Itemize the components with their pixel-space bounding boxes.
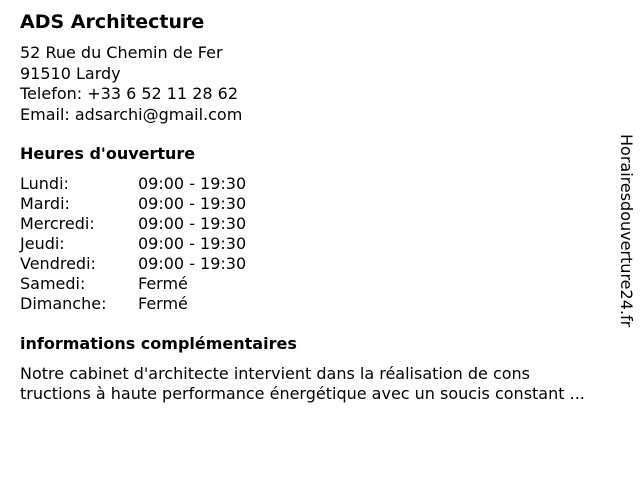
- hours-day-label: Vendredi:: [20, 254, 96, 273]
- hours-day-label: Mardi:: [20, 194, 70, 213]
- business-phone: Telefon: +33 6 52 11 28 62: [20, 84, 239, 103]
- business-name: ADS Architecture: [20, 11, 205, 33]
- opening-hours-heading: Heures d'ouverture: [20, 144, 196, 163]
- hours-time-value: 09:00 - 19:30: [138, 254, 247, 273]
- hours-time-value: 09:00 - 19:30: [138, 174, 247, 193]
- additional-info-heading: informations complémentaires: [20, 334, 297, 353]
- business-description: [20, 364, 632, 404]
- description-line: Notre cabinet d'architecte intervient dans la réalisation de cons: [20, 364, 531, 383]
- hours-time-value: 09:00 - 19:30: [138, 234, 247, 253]
- site-brand-watermark: Horairesdouverture24.fr: [617, 134, 636, 328]
- hours-day-label: Dimanche:: [20, 294, 107, 313]
- hours-time-value: Fermé: [138, 274, 188, 293]
- hours-time-value: 09:00 - 19:30: [138, 214, 247, 233]
- hours-day-label: Samedi:: [20, 274, 86, 293]
- business-city: 91510 Lardy: [20, 63, 121, 83]
- hours-day-label: Jeudi:: [20, 234, 65, 253]
- business-email: Email: adsarchi@gmail.com: [20, 104, 243, 124]
- business-street: 52 Rue du Chemin de Fer: [20, 43, 223, 62]
- description-line: tructions à haute performance énergétique avec un soucis constant ...: [20, 384, 585, 403]
- business-address-block: [20, 43, 242, 125]
- hours-day-label: Mercredi:: [20, 214, 95, 233]
- hours-time-value: Fermé: [138, 294, 188, 313]
- hours-day-label: Lundi:: [20, 174, 69, 193]
- hours-time-value: 09:00 - 19:30: [138, 194, 247, 213]
